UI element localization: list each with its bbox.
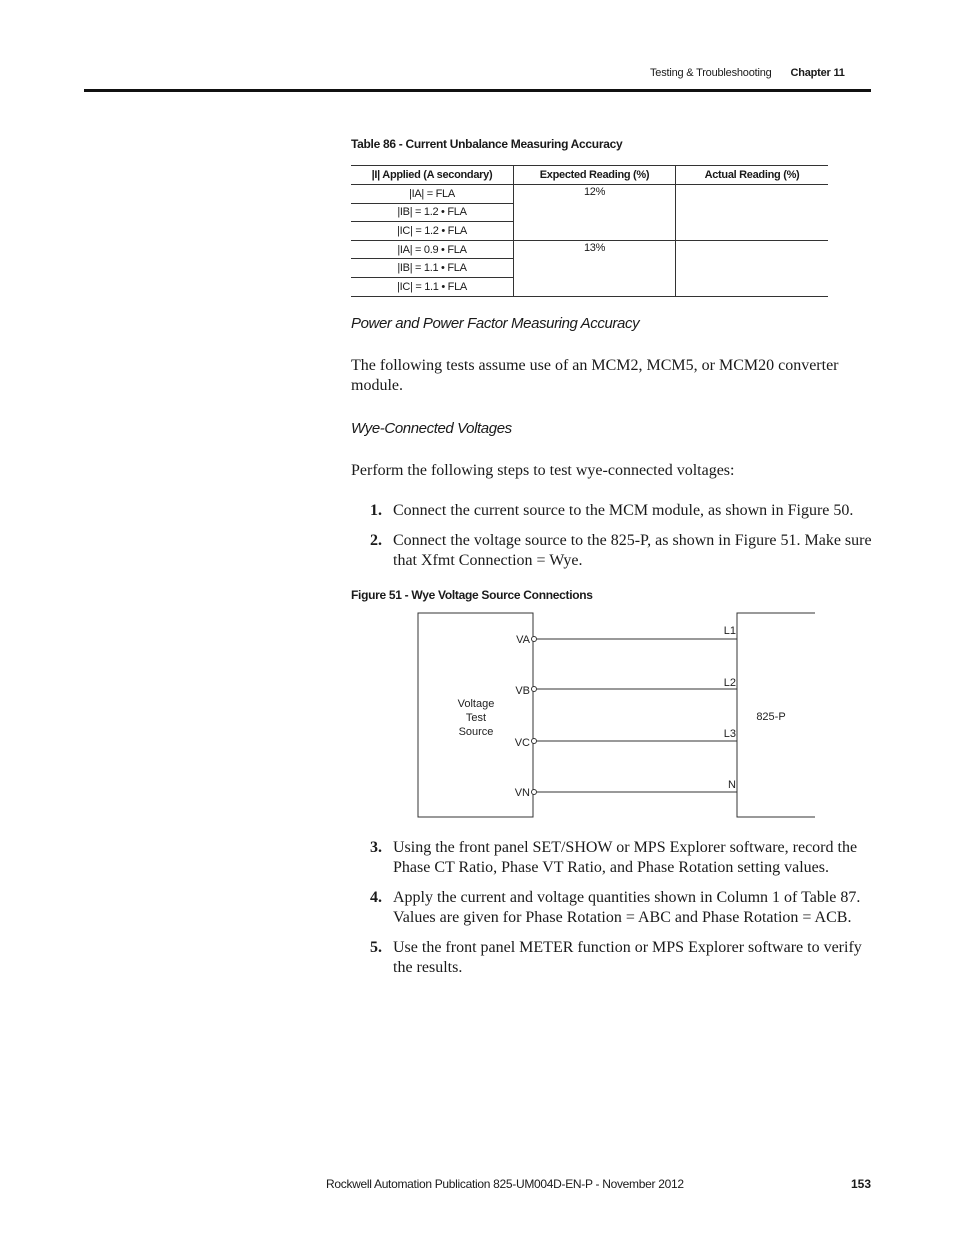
actual-cell: [676, 185, 829, 241]
header-chapter: Chapter 11: [790, 67, 845, 79]
terminal-label-vc: VC: [514, 737, 530, 749]
step-number: 1.: [370, 502, 382, 519]
source-label-line: Source: [458, 726, 494, 738]
step-number: 5.: [370, 939, 382, 956]
figure-caption: Figure 51 - Wye Voltage Source Connections: [351, 588, 593, 602]
subheading-wye: Wye-Connected Voltages: [351, 420, 512, 437]
terminal-circle: [532, 790, 537, 795]
terminal-label-n: N: [728, 779, 736, 791]
applied-cell: |IC| = 1.2 • FLA: [351, 222, 514, 241]
step-text: Using the front panel SET/SHOW or MPS Explorer software, record the Phase CT Ratio, Phase VT Ratio, and Phase Rotation setting values.: [393, 839, 858, 876]
header-section-title: Testing & Troubleshooting: [650, 67, 772, 79]
terminal-circle: [532, 739, 537, 744]
steps-intro-paragraph: Perform the following steps to test wye-connected voltages:: [351, 462, 735, 479]
table-caption: Table 86 - Current Unbalance Measuring Accuracy: [351, 137, 623, 151]
step-text: Connect the voltage source to the 825-P, as shown in Figure 51. Make sure that Xfmt Connection = Wye.: [393, 532, 872, 569]
applied-cell: |IB| = 1.2 • FLA: [351, 203, 514, 222]
applied-cell: |IB| = 1.1 • FLA: [351, 259, 514, 278]
unbalance-table: [351, 165, 828, 297]
terminal-label-l3: L3: [723, 728, 736, 740]
terminal-circle: [532, 637, 537, 642]
running-header: [650, 67, 845, 79]
applied-cell: |IC| = 1.1 • FLA: [351, 277, 514, 296]
column-header-expected: Expected Reading (%): [514, 166, 676, 185]
terminal-label-va: VA: [516, 634, 530, 646]
expected-cell: 12%: [514, 185, 676, 241]
column-header-actual: Actual Reading (%): [676, 166, 829, 185]
step-text: Connect the current source to the MCM module, as shown in Figure 50.: [393, 502, 854, 519]
actual-cell: [676, 240, 829, 296]
terminal-label-vb: VB: [515, 685, 530, 697]
step-number: 4.: [370, 889, 382, 906]
column-header-applied: |I| Applied (A secondary): [351, 166, 514, 185]
step-text: Use the front panel METER function or MPS Explorer software to verify the results.: [393, 939, 862, 976]
table-row: [351, 185, 828, 204]
header-rule: [84, 89, 871, 92]
source-label-line: Test: [465, 712, 487, 724]
table-header-row: [351, 166, 828, 185]
applied-cell: |IA| = FLA: [351, 185, 514, 204]
source-label-line: Voltage: [457, 698, 495, 710]
device-label: 825-P: [756, 711, 786, 723]
wye-connection-diagram: [417, 611, 817, 821]
step-text: Apply the current and voltage quantities shown in Column 1 of Table 87. Values are given for Phase Rotation = ABC and Phase Rotation = ACB.: [393, 889, 861, 926]
applied-cell: |IA| = 0.9 • FLA: [351, 240, 514, 259]
step-number: 3.: [370, 839, 382, 856]
intro-paragraph: The following tests assume use of an MCM2, MCM5, or MCM20 converter module.: [351, 357, 839, 394]
page-number: 153: [851, 1177, 872, 1191]
table-row: [351, 240, 828, 259]
terminal-label-l1: L1: [723, 625, 736, 637]
terminal-label-vn: VN: [514, 787, 530, 799]
step-number: 2.: [370, 532, 382, 549]
subheading-power: Power and Power Factor Measuring Accuracy: [351, 315, 640, 332]
footer-publication: Rockwell Automation Publication 825-UM004D-EN-P - November 2012: [326, 1177, 684, 1191]
terminal-circle: [532, 687, 537, 692]
expected-cell: 13%: [514, 240, 676, 296]
terminal-label-l2: L2: [723, 677, 736, 689]
